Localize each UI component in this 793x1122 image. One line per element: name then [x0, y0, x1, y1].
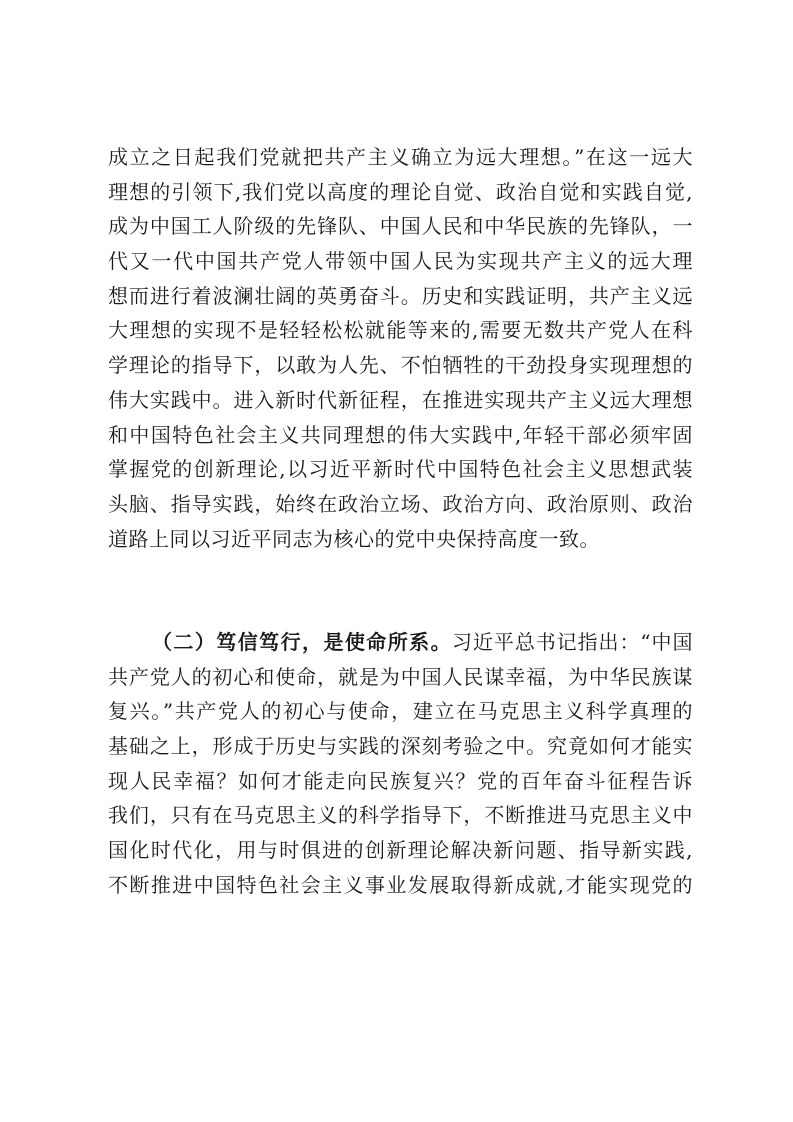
paragraph-2: [108, 625, 693, 903]
paragraph-line: 道路上同以习近平同志为核心的党中央保持高度一致。: [108, 526, 600, 551]
paragraph-line: 伟大实践中。进入新时代新征程，在推进实现共产主义远大理想: [108, 387, 693, 412]
paragraph-line: 复兴。”共产党人的初心与使命，建立在马克思主义科学真理的: [108, 699, 693, 724]
paragraph-line: 大理想的实现不是轻轻松松就能等来的,需要无数共产党人在科: [108, 318, 693, 343]
paragraph-line: 国化时代化，用与时俱进的创新理论解决新问题、指导新实践,: [108, 838, 693, 863]
paragraph-line: 成为中国工人阶级的先锋队、中国人民和中华民族的先锋队，一: [108, 214, 693, 239]
section-heading: （二）笃信笃行，是使命所系。: [152, 630, 453, 654]
paragraph-1: [108, 140, 693, 556]
paragraph-line: 代又一代中国共产党人带领中国人民为实现共产主义的远大理: [108, 249, 693, 274]
paragraph-first-line: [108, 625, 693, 660]
paragraph-line: 头脑、指导实践，始终在政治立场、政治方向、政治原则、政治: [108, 491, 693, 516]
paragraph-line: 共产党人的初心和使命，就是为中国人民谋幸福，为中华民族谋: [108, 664, 693, 689]
paragraph-line: 和中国特色社会主义共同理想的伟大实践中,年轻干部必须牢固: [108, 422, 693, 447]
paragraph-line: 理想的引领下,我们党以高度的理论自觉、政治自觉和实践自觉,: [108, 179, 693, 204]
paragraph-line: 我们，只有在马克思主义的科学指导下，不断推进马克思主义中: [108, 803, 693, 828]
paragraph-line: 不断推进中国特色社会主义事业发展取得新成就,才能实现党的: [108, 872, 693, 897]
paragraph-line: 现人民幸福？如何才能走向民族复兴？党的百年奋斗征程告诉: [108, 768, 693, 793]
paragraph-line-rest: 习近平总书记指出：“中国: [452, 630, 693, 654]
paragraph-line: 成立之日起我们党就把共产主义确立为远大理想。”在这一远大: [108, 145, 693, 169]
paragraph-line: 想而进行着波澜壮阔的英勇奋斗。历史和实践证明，共产主义远: [108, 283, 693, 308]
paragraph-line: 学理论的指导下，以敢为人先、不怕牺牲的干劲投身实现理想的: [108, 353, 693, 378]
paragraph-line: 掌握党的创新理论,以习近平新时代中国特色社会主义思想武装: [108, 457, 693, 482]
paragraph-line: 基础之上，形成于历史与实践的深刻考验之中。究竟如何才能实: [108, 734, 693, 759]
